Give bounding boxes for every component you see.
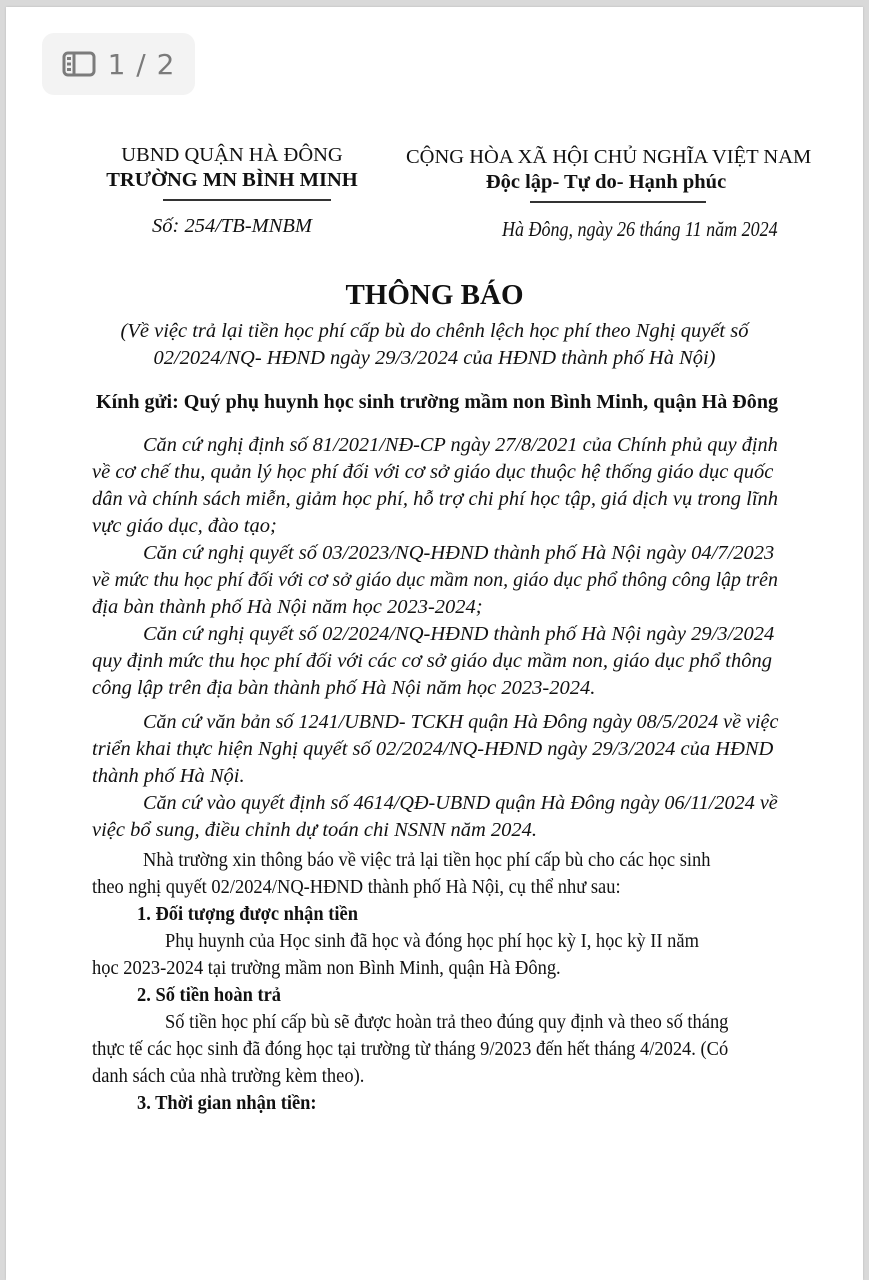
body-line: học 2023-2024 tại trường mầm non Bình Minh, quận Hà Đông. xyxy=(92,957,561,979)
school-name: TRƯỜNG MN BÌNH MINH xyxy=(106,169,358,191)
body-line: về mức thu học phí đối với cơ sở giáo dục mầm non, giáo dục phổ thông công lập trên xyxy=(92,569,778,591)
motto-underline xyxy=(530,201,706,203)
body-line: Căn cứ văn bản số 1241/UBND- TCKH quận Hà Đông ngày 08/5/2024 về việc xyxy=(143,711,779,733)
body-line: Nhà trường xin thông báo về việc trả lại tiền học phí cấp bù cho các học sinh xyxy=(143,849,711,871)
notice-subtitle-line2: 02/2024/NQ- HĐND ngày 29/3/2024 của HĐND thành phố Hà Nội) xyxy=(153,347,716,369)
body-line: Căn cứ nghị định số 81/2021/NĐ-CP ngày 27/8/2021 của Chính phủ quy định xyxy=(143,434,778,456)
body-line: dân và chính sách miễn, giảm học phí, hỗ trợ chi phí học tập, giá dịch vụ trong lĩnh xyxy=(92,488,779,510)
body-line: về cơ chế thu, quản lý học phí đối với cơ sở giáo dục thuộc hệ thống giáo dục quốc xyxy=(92,461,774,483)
body-line: quy định mức thu học phí đối với các cơ sở giáo dục mầm non, giáo dục phổ thông xyxy=(92,650,772,672)
section-heading-3: 3. Thời gian nhận tiền: xyxy=(137,1092,317,1114)
national-motto: Độc lập- Tự do- Hạnh phúc xyxy=(485,171,727,193)
body-line: thực tế các học sinh đã đóng học tại trường từ tháng 9/2023 đến hết tháng 4/2024. (Có xyxy=(92,1038,729,1060)
section-heading-1: 1. Đối tượng được nhận tiền xyxy=(137,903,358,925)
body-line: việc bổ sung, điều chỉnh dự toán chi NSNN năm 2024. xyxy=(92,819,538,841)
body-line: theo nghị quyết 02/2024/NQ-HĐND thành phố Hà Nội, cụ thể như sau: xyxy=(92,876,621,898)
nation-title: CỘNG HÒA XÃ HỘI CHỦ NGHĨA VIỆT NAM xyxy=(406,146,812,168)
body-line: Căn cứ nghị quyết số 02/2024/NQ-HĐND thành phố Hà Nội ngày 29/3/2024 xyxy=(143,623,775,645)
body-line: thành phố Hà Nội. xyxy=(92,765,245,787)
body-line: Số tiền học phí cấp bù sẽ được hoàn trả theo đúng quy định và theo số tháng xyxy=(165,1011,729,1033)
notice-subtitle-line1: (Về việc trả lại tiền học phí cấp bù do chênh lệch học phí theo Nghị quyết số xyxy=(120,320,749,342)
place-date: Hà Đông, ngày 26 tháng 11 năm 2024 xyxy=(502,217,778,241)
body-line: vực giáo dục, đào tạo; xyxy=(92,515,277,537)
agency-name: UBND QUẬN HÀ ĐÔNG xyxy=(121,144,343,166)
section-heading-2: 2. Số tiền hoàn trả xyxy=(137,984,282,1006)
body-line: Phụ huynh của Học sinh đã học và đóng học phí học kỳ I, học kỳ II năm xyxy=(165,930,699,952)
document-page xyxy=(6,7,863,1280)
body-line: Căn cứ vào quyết định số 4614/QĐ-UBND quận Hà Đông ngày 06/11/2024 về xyxy=(143,792,778,814)
page-count: 1 / 2 xyxy=(107,47,176,81)
recipient-line: Kính gửi: Quý phụ huynh học sinh trường mầm non Bình Minh, quận Hà Đông xyxy=(96,391,779,413)
sidebar-thumbnails-icon[interactable] xyxy=(62,51,96,77)
body-line: công lập trên địa bàn thành phố Hà Nội năm học 2023-2024. xyxy=(92,677,596,699)
school-underline xyxy=(163,199,331,201)
body-line: triển khai thực hiện Nghị quyết số 02/2024/NQ-HĐND ngày 29/3/2024 của HĐND xyxy=(92,738,774,760)
body-line: danh sách của nhà trường kèm theo). xyxy=(92,1065,365,1087)
document-number: Số: 254/TB-MNBM xyxy=(152,215,312,237)
body-line: địa bàn thành phố Hà Nội năm học 2023-2024; xyxy=(92,596,483,618)
body-line: Căn cứ nghị quyết số 03/2023/NQ-HĐND thành phố Hà Nội ngày 04/7/2023 xyxy=(143,542,775,564)
page-indicator[interactable] xyxy=(42,33,195,95)
notice-title: THÔNG BÁO xyxy=(345,279,524,311)
